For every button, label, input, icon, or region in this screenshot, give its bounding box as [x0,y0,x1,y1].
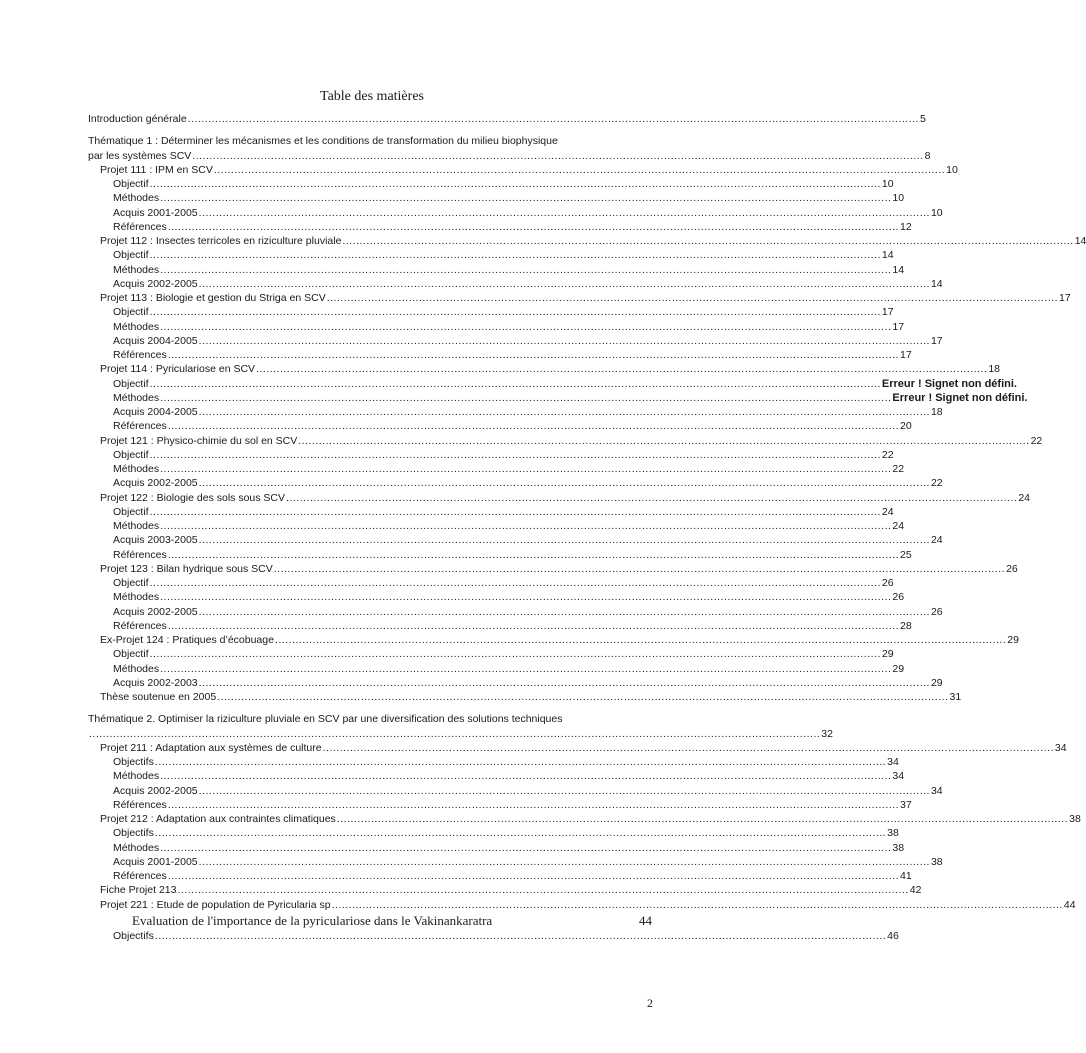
toc-entry-label: Méthodes [113,520,160,532]
toc-entry-label: Projet 111 : IPM en SCV [100,163,213,176]
dot-leader: ...................................................................................................................................................................................................................... [217,691,949,703]
toc-entry-label: Méthodes [113,320,160,333]
toc-entry-objectif[interactable] [88,576,894,590]
toc-entry-label: Références [113,798,167,811]
toc-entry-fiche-projet-213[interactable] [88,883,922,897]
toc-entry-page: 44 [639,912,652,928]
toc-entry-page: 17 [892,320,905,333]
toc-entry-page: 20 [900,420,912,433]
page-number: 2 [647,996,653,1010]
toc-entry-page: 17 [1059,292,1071,304]
bookmark-error: Erreur ! Signet non défini. [892,391,1028,404]
toc-entry-label: Projet 121 : Physico-chimie du sol en SCV [100,434,298,447]
toc-entry-label: Méthodes [113,463,160,475]
toc-entry-label: Evaluation de l'importance de la pyriculariose dans le Vakinankaratra [132,912,493,928]
toc-entry-acquis[interactable] [88,533,943,547]
toc-entry-label: Objectifs [113,929,154,942]
dot-leader: ...................................................................................................................................................................................................................... [198,334,930,347]
toc-entry-label: Méthodes [113,192,160,205]
toc-entry-page: 17 [900,349,912,361]
toc-entry-page: 22 [1030,434,1043,447]
toc-entry-page: 26 [881,577,894,589]
toc-entry-methodes[interactable] [88,320,905,334]
dot-leader: ...................................................................................................................................................................................................................... [167,619,899,632]
dot-leader: ...................................................................................................................................................................................................................... [192,149,924,162]
toc-entry-label: Objectif [113,577,149,589]
dot-leader: ...................................................................................................................................................................................................................... [198,406,930,418]
dot-leader: ...................................................................................................................................................................................................................... [342,235,1074,247]
toc-entry-label: Objectif [113,306,149,319]
toc-entry-page: 34 [1054,741,1067,754]
dot-leader: ...................................................................................................................................................................................................................... [149,249,881,262]
toc-entry-label: Projet 113 : Biologie et gestion du Striga en SCV [100,292,326,304]
toc-entry-projet-113[interactable] [88,291,1071,305]
toc-entry-label: Objectif [113,648,149,661]
toc-entry-page: 14 [1074,235,1086,247]
toc-entry-page: 10 [946,163,958,176]
toc-entry-page: 42 [909,884,922,897]
toc-entry-objectif[interactable] [88,248,894,262]
toc-entry-acquis[interactable] [88,855,943,869]
toc-entry-label: par les systèmes SCV [88,149,192,162]
toc-entry-label: Acquis 2001-2005 [113,855,198,868]
toc-entry-projet-121[interactable] [88,434,1043,448]
dot-leader: ...................................................................................................................................................................................................................... [167,420,899,433]
toc-entry-projet-211[interactable] [88,741,1067,755]
toc-entry-acquis[interactable] [88,405,943,419]
toc-entry-page: 14 [892,263,905,276]
toc-entry-page: 38 [887,827,899,840]
toc-entry-acquis[interactable] [88,277,943,291]
toc-entry-label: Projet 114 : Pyriculariose en SCV [100,363,256,376]
toc-entry-label: Objectifs [113,827,154,840]
dot-leader: ...................................................................................................................................................................................................................... [273,562,1006,575]
dot-leader: ...................................................................................................................................................................................................................... [167,220,899,233]
toc-entry-projet-221[interactable] [88,898,1076,912]
toc-entry-label: Références [113,870,167,882]
toc-entry-page: 26 [892,591,905,604]
dot-leader: ...................................................................................................................................................................................................................... [286,491,1018,504]
toc-entry-acquis[interactable] [88,676,943,690]
toc-entry-page: 17 [930,334,943,347]
toc-entry-objectif[interactable] [88,647,894,661]
toc-entry-methodes[interactable] [88,191,905,205]
toc-entry-page: 24 [930,534,943,547]
dot-leader: ...................................................................................................................................................................................................................... [298,434,1030,447]
toc-entry-page: 38 [1069,813,1081,825]
toc-entry-projet-111[interactable] [88,163,958,177]
toc-entry-page: 29 [930,676,943,689]
toc-entry-label: Références [113,420,167,433]
toc-entry-page: 10 [881,178,894,190]
dot-leader: ...................................................................................................................................................................................................................... [160,391,892,404]
toc-entry-label: Méthodes [113,263,160,276]
toc-entry-page: 29 [1007,634,1019,646]
toc-entry-label: Références [113,349,167,361]
dot-leader: ...................................................................................................................................................................................................................... [149,648,881,661]
toc-entry-these[interactable] [88,690,962,704]
dot-leader: ...................................................................................................................................................................................................................... [149,505,881,518]
toc-entry-objectifs[interactable] [88,755,899,769]
toc-entry-label: Références [113,220,167,233]
toc-entry-objectif[interactable] [88,177,894,191]
dot-leader: ...................................................................................................................................................................................................................... [149,306,881,319]
toc-entry-projet-123[interactable] [88,562,1018,576]
toc-entry-objectifs[interactable] [88,826,899,840]
dot-leader: ...................................................................................................................................................................................................................... [336,813,1069,825]
toc-entry-references[interactable] [88,220,912,234]
dot-leader: ...................................................................................................................................................................................................................... [187,113,919,125]
toc-entry-page: 24 [1018,491,1031,504]
dot-leader: ...................................................................................................................................................................................................................... [89,727,821,740]
dot-leader: ...................................................................................................................................................................................................................... [160,263,892,276]
toc-entry-page: 25 [900,548,912,561]
toc-entry-page: 34 [930,784,943,797]
dot-leader: ...................................................................................................................................................................................................................... [198,277,930,290]
dot-leader: ...................................................................................................................................................................................................................... [160,320,892,333]
dot-leader: ...................................................................................................................................................................................................................... [198,605,930,618]
dot-leader: ...................................................................................................................................................................................................................... [154,827,887,840]
toc-entry-label: Projet 221 : Etude de population de Pyricularia sp [100,898,331,911]
toc-entry-label: Références [113,548,167,561]
toc-entry-page: 24 [892,520,905,532]
toc-entry-page: 24 [881,505,894,518]
dot-leader: ...................................................................................................................................................................................................................... [160,520,892,532]
toc-entry-label: Méthodes [113,391,160,404]
toc-entry-page: 26 [930,605,943,618]
dot-leader: ...................................................................................................................................................................................................................... [154,929,887,942]
toc-entry-label: Objectif [113,448,149,461]
toc-entry-thematique-1-title[interactable]: Thématique 1 : Déterminer les mécanismes et les conditions de transformation du milieu biophysique [88,135,558,148]
toc-entry-thematique-1[interactable] [88,149,931,163]
toc-entry-methodes[interactable] [88,391,1028,405]
toc-entry-page: 12 [900,220,912,233]
toc-entry-page: 8 [924,149,931,162]
toc-entry-page: 26 [1006,562,1018,575]
toc-entry-page: 44 [1063,898,1076,911]
dot-leader: ...................................................................................................................................................................................................................... [160,192,892,205]
dot-leader: ...................................................................................................................................................................................................................... [167,349,899,361]
dot-leader: ...................................................................................................................................................................................................................... [198,534,930,547]
dot-leader: ...................................................................................................................................................................................................................... [167,870,899,882]
toc-entry-references[interactable] [88,548,912,562]
toc-entry-page: 14 [930,277,943,290]
toc-entry-projet-112[interactable] [88,234,1086,248]
dot-leader: ...................................................................................................................................................................................................................... [160,662,892,675]
toc-entry-page: 46 [887,929,899,942]
toc-entry-page: 41 [900,870,912,882]
dot-leader: ...................................................................................................................................................................................................................... [149,448,881,461]
dot-leader: ...................................................................................................................................................................................................................... [213,163,946,176]
dot-leader: ...................................................................................................................................................................................................................... [160,591,892,604]
toc-entry-label: Acquis 2004-2005 [113,334,198,347]
dot-leader: ...................................................................................................................................................................................................................... [198,477,930,490]
toc-entry-objectif[interactable] [88,448,894,462]
dot-leader: ...................................................................................................................................................................................................................... [154,756,887,768]
toc-entry-introduction[interactable] [88,112,926,126]
toc-entry-methodes[interactable] [88,769,905,783]
toc-entry-label: Méthodes [113,591,160,604]
dot-leader: ...................................................................................................................................................................................................................... [167,548,899,561]
toc-entry-label: Méthodes [113,770,160,783]
toc-entry-page: 34 [887,756,899,768]
dot-leader: ...................................................................................................................................................................................................................... [331,898,1063,911]
toc-entry-acquis[interactable] [88,334,943,348]
toc-entry-objectifs[interactable] [88,929,899,943]
toc-entry-label: Projet 211 : Adaptation aux systèmes de culture [100,741,322,754]
toc-entry-methodes[interactable] [88,662,905,676]
toc-entry-page: 34 [892,770,905,783]
toc-entry-label: Objectifs [113,756,154,768]
dot-leader: ...................................................................................................................................................................................................................... [326,292,1058,304]
toc-entry-page: 22 [930,477,943,490]
toc-entry-label: Acquis 2002-2005 [113,277,198,290]
toc-entry-label: Acquis 2003-2005 [113,534,198,547]
dot-leader: ...................................................................................................................................................................................................................... [322,741,1054,754]
toc-entry-thematique-2-title[interactable]: Thématique 2. Optimiser la riziculture pluviale en SCV par une diversification des solutions techniques [88,713,563,726]
dot-leader: ...................................................................................................................................................................................................................... [149,178,881,190]
toc-entry-label: Objectif [113,377,149,390]
toc-entry-page: 5 [919,113,926,125]
dot-leader: ...................................................................................................................................................................................................................... [198,784,930,797]
dot-leader: ...................................................................................................................................................................................................................... [149,377,881,390]
toc-entry-methodes[interactable] [88,462,905,476]
toc-entry-label: Acquis 2001-2005 [113,206,198,219]
toc-entry-label: Objectif [113,249,149,262]
toc-entry-page: 18 [988,363,1001,376]
toc-entry-page: 32 [821,727,833,740]
toc-entry-label: Projet 123 : Bilan hydrique sous SCV [100,562,273,575]
page-title: Table des matières [320,89,424,104]
toc-entry-page: 10 [892,192,905,205]
toc-entry-page: 22 [881,448,894,461]
toc-entry-page: 14 [881,249,894,262]
toc-entry-acquis[interactable] [88,476,943,490]
toc-entry-page: 37 [900,798,912,811]
toc-entry-methodes[interactable] [88,841,905,855]
toc-entry-page: 31 [949,691,962,703]
toc-entry-label: Ex-Projet 124 : Pratiques d’écobuage [100,634,274,646]
toc-entry-label: Méthodes [113,662,160,675]
dot-leader: ...................................................................................................................................................................................................................... [274,634,1007,646]
toc-entry-acquis[interactable] [88,605,943,619]
toc-entry-label: Méthodes [113,841,160,854]
toc-entry-label: Acquis 2002-2003 [113,676,198,689]
dot-leader: ...................................................................................................................................................................................................................... [198,206,930,219]
toc-entry-projet-212[interactable] [88,812,1081,826]
toc-entry-acquis[interactable] [88,206,943,220]
toc-entry-page: 29 [892,662,905,675]
toc-entry-methodes[interactable] [88,519,905,533]
dot-leader: ...................................................................................................................................................................................................................... [198,676,930,689]
toc-entry-label: Objectif [113,178,149,190]
toc-entry-page: 28 [900,619,912,632]
toc-entry-label: Objectif [113,505,149,518]
toc-entry-page: 38 [892,841,905,854]
dot-leader: ...................................................................................................................................................................................................................... [256,363,988,376]
toc-entry-acquis[interactable] [88,784,943,798]
dot-leader: ...................................................................................................................................................................................................................... [198,855,930,868]
bookmark-error: Erreur ! Signet non défini. [881,377,1017,390]
dot-leader: ...................................................................................................................................................................................................................... [177,884,909,897]
toc-entry-objectif[interactable] [88,505,894,519]
dot-leader: ...................................................................................................................................................................................................................... [160,463,892,475]
toc-entry-label: Introduction générale [88,113,187,125]
toc-entry-page: 18 [930,406,943,418]
dot-leader: ...................................................................................................................................................................................................................... [160,841,892,854]
dot-leader: ...................................................................................................................................................................................................................... [167,798,899,811]
toc-entry-label: Acquis 2002-2005 [113,605,198,618]
toc-entry-label: Acquis 2004-2005 [113,406,198,418]
toc-entry-references[interactable] [88,869,912,883]
toc-entry-page: 22 [892,463,905,475]
toc-entry-page: 29 [881,648,894,661]
toc-entry-references[interactable] [88,348,912,362]
dot-leader: ...................................................................................................................................................................................................................... [160,770,892,783]
toc-entry-label: Acquis 2002-2005 [113,784,198,797]
toc-entry-page: 10 [930,206,943,219]
toc-entry-label: Acquis 2002-2005 [113,477,198,490]
table-of-contents [88,112,1086,943]
toc-entry-label: Projet 112 : Insectes terricoles en riziculture pluviale [100,235,342,247]
toc-entry-label: Projet 212 : Adaptation aux contraintes climatiques [100,813,336,825]
toc-entry-label: Fiche Projet 213 [100,884,177,897]
toc-entry-references[interactable] [88,619,912,633]
toc-entry-page: 17 [881,306,894,319]
toc-entry-references[interactable] [88,798,912,812]
toc-entry-methodes[interactable] [88,263,905,277]
toc-entry-label: Références [113,619,167,632]
toc-entry-references[interactable] [88,419,912,433]
toc-entry-ex-projet-124[interactable] [88,633,1019,647]
toc-entry-page: 38 [930,855,943,868]
dot-leader: ...................................................................................................................................................................................................................... [149,577,881,589]
toc-entry-methodes[interactable] [88,590,905,604]
toc-entry-label: Thèse soutenue en 2005 [100,691,217,703]
toc-entry-projet-114[interactable] [88,362,1001,376]
toc-entry-thematique-2[interactable] [88,727,833,741]
toc-entry-objectif[interactable] [88,305,894,319]
toc-entry-evaluation[interactable] [88,912,656,929]
toc-entry-objectif[interactable] [88,377,1017,391]
toc-entry-projet-122[interactable] [88,491,1031,505]
toc-entry-label: Projet 122 : Biologie des sols sous SCV [100,491,286,504]
